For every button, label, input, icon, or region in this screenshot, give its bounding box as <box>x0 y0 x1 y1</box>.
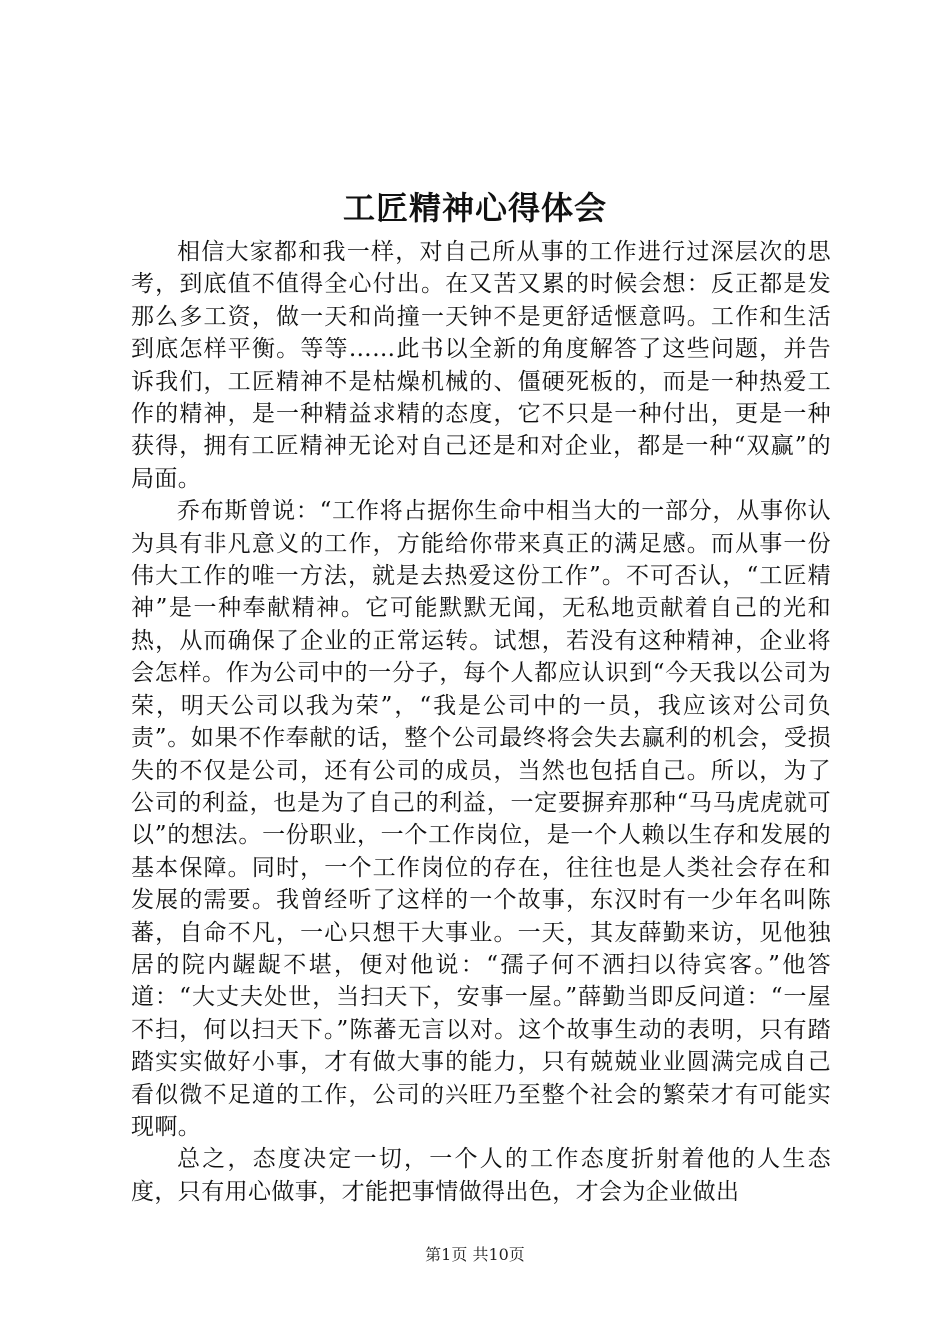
paragraph-2: 乔布斯曾说：“工作将占据你生命中相当大的一部分，从事你认为具有非凡意义的工作，方能给你带来真正的满足感。而从事一份伟大工作的唯一方法，就是去热爱这份工作”。不可否认，“工匠精神”是一种奉献精神。它可能默默无闻，无私地贡献着自己的光和热，从而确保了企业的正常运转。试想，若没有这种精神，企业将会怎样。作为公司中的一分子，每个人都应认识到“今天我以公司为荣，明天公司以我为荣”，“我是公司中的一员，我应该对公司负责”。如果不作奉献的话，整个公司最终将会失去赢利的机会，受损失的不仅是公司，还有公司的成员，当然也包括自己。所以，为了公司的利益，也是为了自己的利益，一定要摒弃那种“马马虎虎就可以”的想法。一份职业，一个工作岗位，是一个人赖以生存和发展的基本保障。同时，一个工作岗位的存在，往往也是人类社会存在和发展的需要。我曾经听了这样的一个故事，东汉时有一少年名叫陈蕃，自命不凡，一心只想干大事业。一天，其友薛勤来访，见他独居的院内龌龊不堪，便对他说：“孺子何不洒扫以待宾客。”他答道：“大丈夫处世，当扫天下，安事一屋。”薛勤当即反问道：“一屋不扫，何以扫天下。”陈蕃无言以对。这个故事生动的表明，只有踏踏实实做好小事，才有做大事的能力，只有兢兢业业圆满完成自己看似微不足道的工作，公司的兴旺乃至整个社会的繁荣才有可能实现啊。 <box>131 498 831 1140</box>
paragraph-3: 总之，态度决定一切，一个人的工作态度折射着他的人生态度，只有用心做事，才能把事情做得出色，才会为企业做出 <box>131 1146 831 1205</box>
document-body <box>131 236 831 1208</box>
page-footer <box>0 1243 950 1267</box>
page-indicator: 第1页 共10页 <box>425 1245 525 1264</box>
document-title: 工匠精神心得体会 <box>342 189 607 227</box>
paragraph-1: 相信大家都和我一样，对自己所从事的工作进行过深层次的思考，到底值不值得全心付出。在又苦又累的时候会想：反正都是发那么多工资，做一天和尚撞一天钟不是更舒适惬意吗。工作和生活到底怎样平衡。等等……此书以全新的角度解答了这些问题，并告诉我们，工匠精神不是枯燥机械的、僵硬死板的，而是一种热爱工作的精神，是一种精益求精的态度，它不只是一种付出，更是一种获得，拥有工匠精神无论对自己还是和对企业，都是一种“双赢”的局面。 <box>131 239 831 492</box>
